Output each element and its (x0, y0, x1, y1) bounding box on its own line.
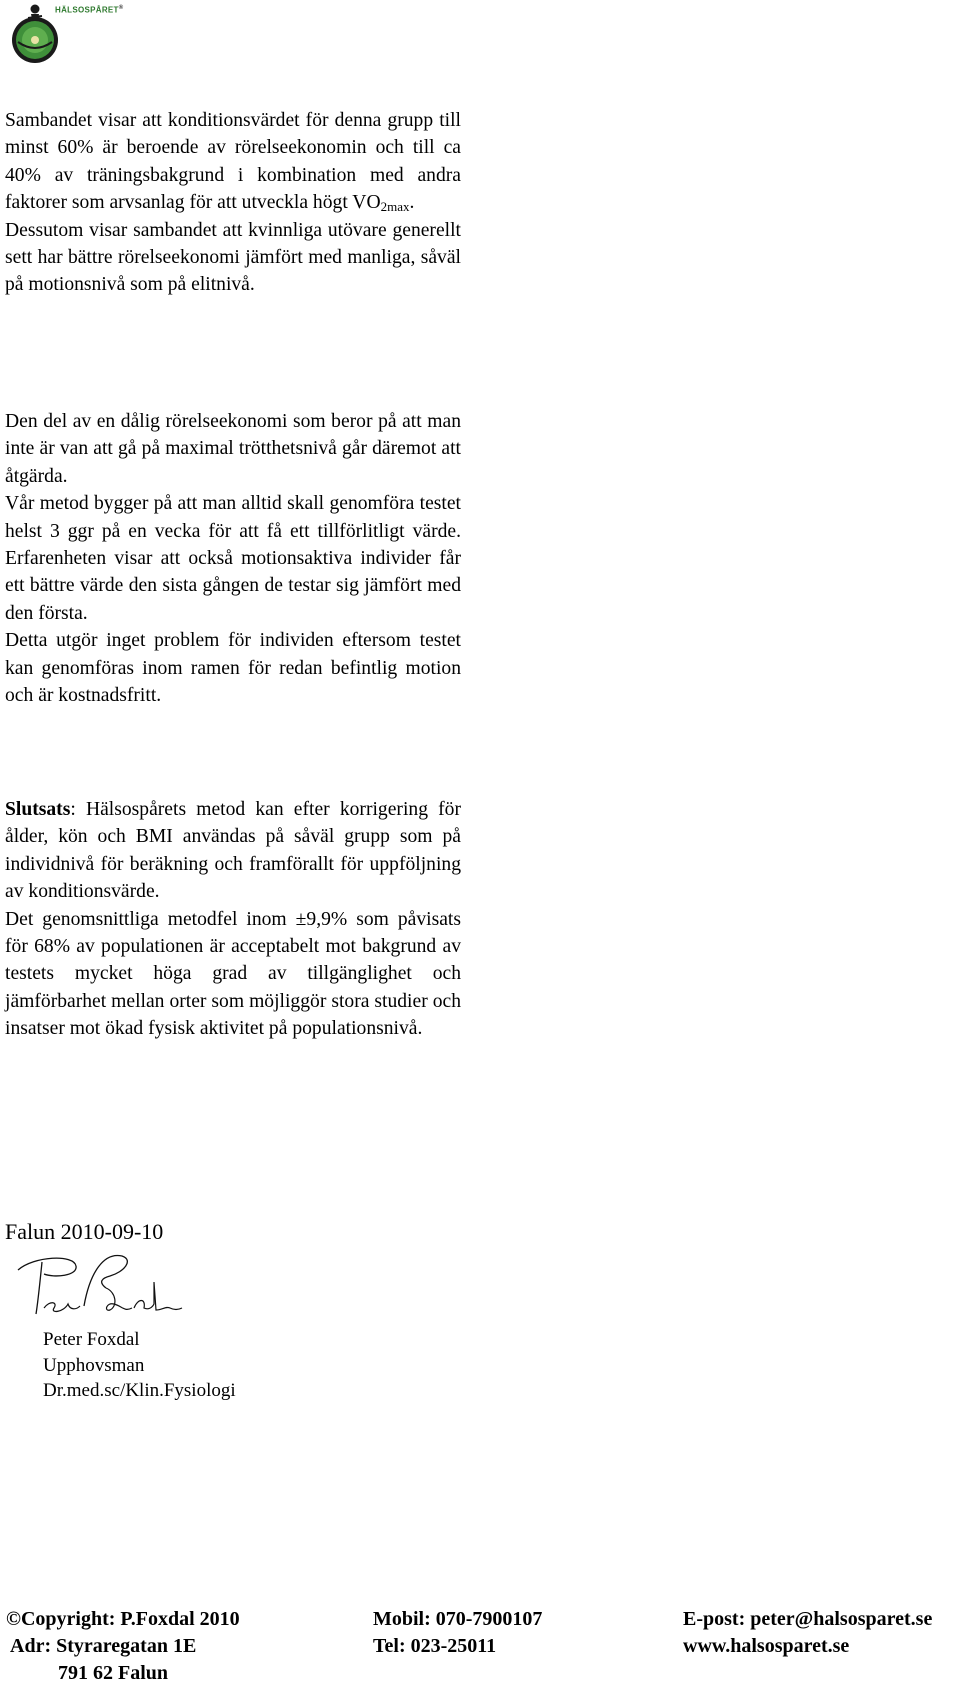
paragraph-method-error: Det genomsnittliga metodfel inom ±9,9% som påvisats för 68% av populationen är acceptabelt mot bakgrund av testets mycket höga grad av tillgänglighet och jämförbarhet mellan orter som möjliggör stora studier och insatser mot ökad fysisk aktivitet på populationsnivå. (5, 908, 461, 1040)
footer-email-link[interactable]: E-post: peter@halsosparet.se (683, 1608, 933, 1630)
place-date: Falun 2010-09-10 (5, 1219, 164, 1244)
footer-postal: 791 62 Falun (58, 1662, 169, 1684)
text-block-results (5, 107, 461, 299)
paragraph-no-problem: Detta utgör inget problem för individen eftersom testet kan genomföras inom ramen för redan befintlig motion och är kostnadsfritt. (5, 630, 461, 707)
signatory-details (43, 1327, 236, 1404)
footer-website-link[interactable]: www.halsosparet.se (683, 1635, 850, 1657)
halsosparet-logo (4, 2, 124, 64)
paragraph-method: Vår metod bygger på att man alltid skall genomföra testet helst 3 ggr på en vecka för att få ett tillförlitligt värde. Erfarenheten visar att också motionsaktiva individer får ett bättre värde den sista gången de testar sig jämfört med den första. (5, 493, 461, 624)
footer-address: Adr: Styraregatan 1E (10, 1635, 197, 1657)
paragraph-relationship: Sambandet visar att konditionsvärdet för denna grupp till minst 60% är beroende av rörelseekonomin och till ca 40% av träningsbakgrund i kombination med andra faktorer som arvsanlag för att utveckla högt $VO_{2max}$. (5, 110, 461, 215)
paragraph-fixable-part: Den del av en dålig rörelseekonomi som beror på att man inte är van att gå på maximal trötthetsnivå går däremot att åtgärda. (5, 411, 461, 487)
handwritten-signature (14, 1252, 184, 1322)
footer-tel: Tel: 023-25011 (373, 1635, 497, 1657)
footer-copyright: ©Copyright: P.Foxdal 2010 (6, 1608, 240, 1630)
signatory-role: Upphovsman (43, 1354, 145, 1376)
logo-wordmark: HÄLSOSPÅRET® (55, 5, 124, 15)
paragraph-gender-difference: Dessutom visar sambandet att kvinnliga utövare generellt sett har bättre rörelseekonomi jämfört med manliga, såväl på motionsnivå som på elitnivå. (5, 219, 461, 296)
text-block-conclusion (5, 796, 461, 1043)
footer-mobile: Mobil: 070-7900107 (373, 1608, 543, 1630)
signatory-title: Dr.med.sc/Klin.Fysiologi (43, 1380, 236, 1401)
text-block-method (5, 408, 461, 709)
paragraph-conclusion: Slutsats: Hälsospårets metod kan efter korrigering för ålder, kön och BMI användas på såväl grupp som på individnivå för beräkning och framförallt för uppföljning av konditionsvärde. (5, 799, 461, 903)
signatory-name: Peter Foxdal (43, 1329, 140, 1350)
conclusion-label: Slutsats (5, 799, 71, 820)
